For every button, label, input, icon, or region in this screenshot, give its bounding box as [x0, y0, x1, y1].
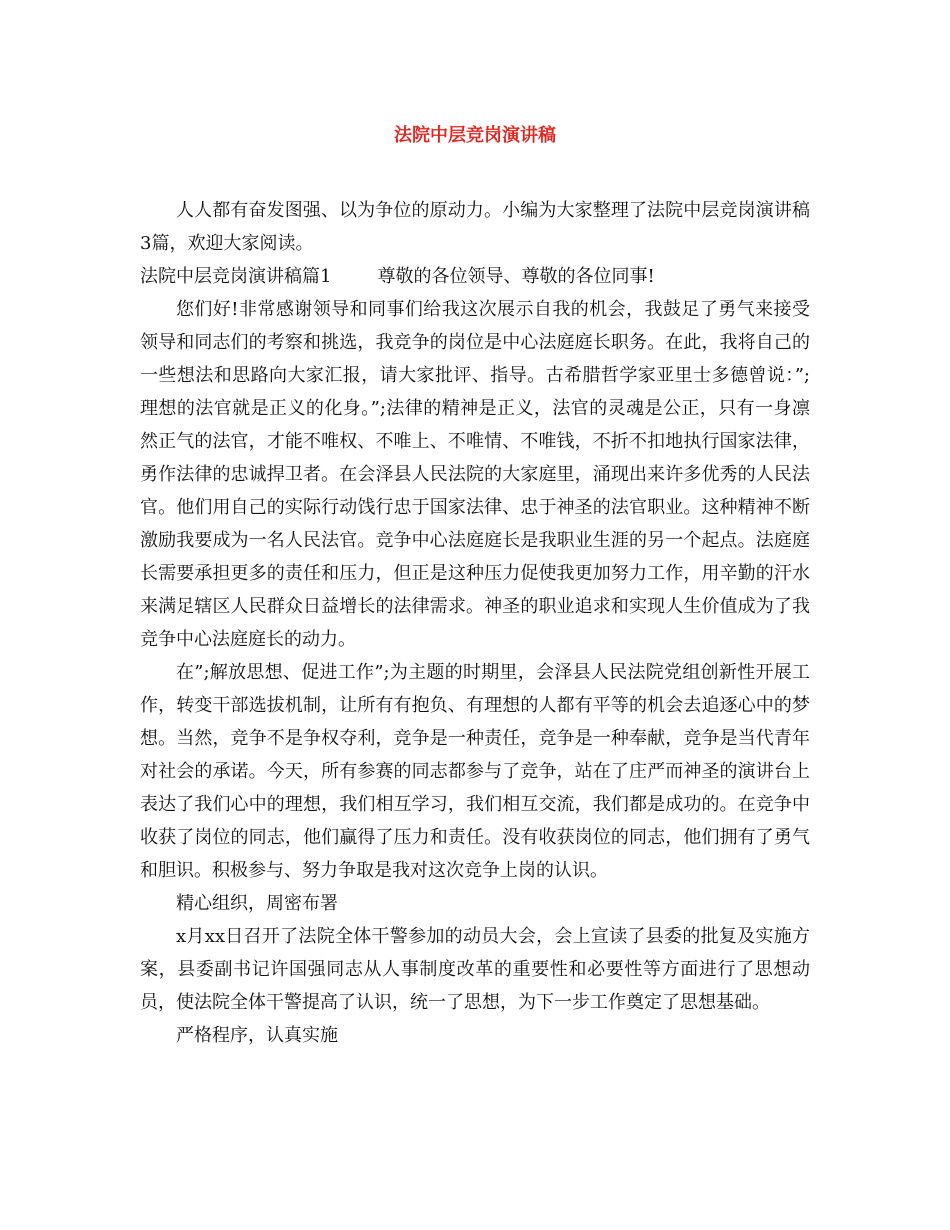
section-heading: 法院中层竞岗演讲稿篇1: [140, 266, 332, 287]
body-paragraph-2: 在”;解放思想、促进工作”;为主题的时期里，会泽县人民法院党组创新性开展工作，转变干部选拔机制，让所有有抱负、有理想的人都有平等的机会去追逐心中的梦想。当然，竞争不是争权夺利，竞争是一种责任，竞争是一种奉献，竞争是当代青年对社会的承诺。今天，所有参赛的同志都参与了竞争，站在了庄严而神圣的演讲台上表达了我们心中的理想，我们相互学习，我们相互交流，我们都是成功的。在竞争中收获了岗位的同志，他们赢得了压力和责任。没有收获岗位的同志，他们拥有了勇气和胆识。积极参与、努力争取是我对这次竞争上岗的认识。: [140, 662, 810, 881]
subheading-1: 精心组织，周密布署: [176, 893, 338, 914]
section-heading-line: [140, 260, 810, 293]
salutation: 尊敬的各位领导、尊敬的各位同事!: [377, 266, 655, 287]
body-paragraph-3: x月xx日召开了法院全体干警参加的动员大会，会上宣读了县委的批复及实施方案，县委副书记许国强同志从人事制度改革的重要性和必要性等方面进行了思想动员，使法院全体干警提高了认识，统一了思想，为下一步工作奠定了思想基础。: [140, 926, 810, 1013]
body-paragraph-1: 您们好!非常感谢领导和同事们给我这次展示自我的机会，我鼓足了勇气来接受领导和同志们的考察和挑选，我竞争的岗位是中心法庭庭长职务。在此，我将自己的一些想法和思路向大家汇报，请大家批评、指导。古希腊哲学家亚里士多德曾说：”;理想的法官就是正义的化身。”;法律的精神是正义，法官的灵魂是公正，只有一身凛然正气的法官，才能不唯权、不唯上、不唯情、不唯钱，不折不扣地执行国家法律，勇作法律的忠诚捍卫者。在会泽县人民法院的大家庭里，涌现出来许多优秀的人民法官。他们用自己的实际行动饯行忠于国家法律、忠于神圣的法官职业。这种精神不断激励我要成为一名人民法官。竞争中心法庭庭长是我职业生涯的另一个起点。法庭庭长需要承担更多的责任和压力，但正是这种压力促使我更加努力工作，用辛勤的汗水来满足辖区人民群众日益增长的法律需求。神圣的职业追求和实现人生价值成为了我竞争中心法庭庭长的动力。: [140, 299, 810, 650]
intro-paragraph: 人人都有奋发图强、以为争位的原动力。小编为大家整理了法院中层竞岗演讲稿3篇，欢迎大家阅读。: [140, 200, 810, 254]
document-body: [140, 194, 810, 1052]
document-title: 法院中层竞岗演讲稿: [394, 125, 556, 146]
subheading-2: 严格程序，认真实施: [176, 1025, 338, 1046]
